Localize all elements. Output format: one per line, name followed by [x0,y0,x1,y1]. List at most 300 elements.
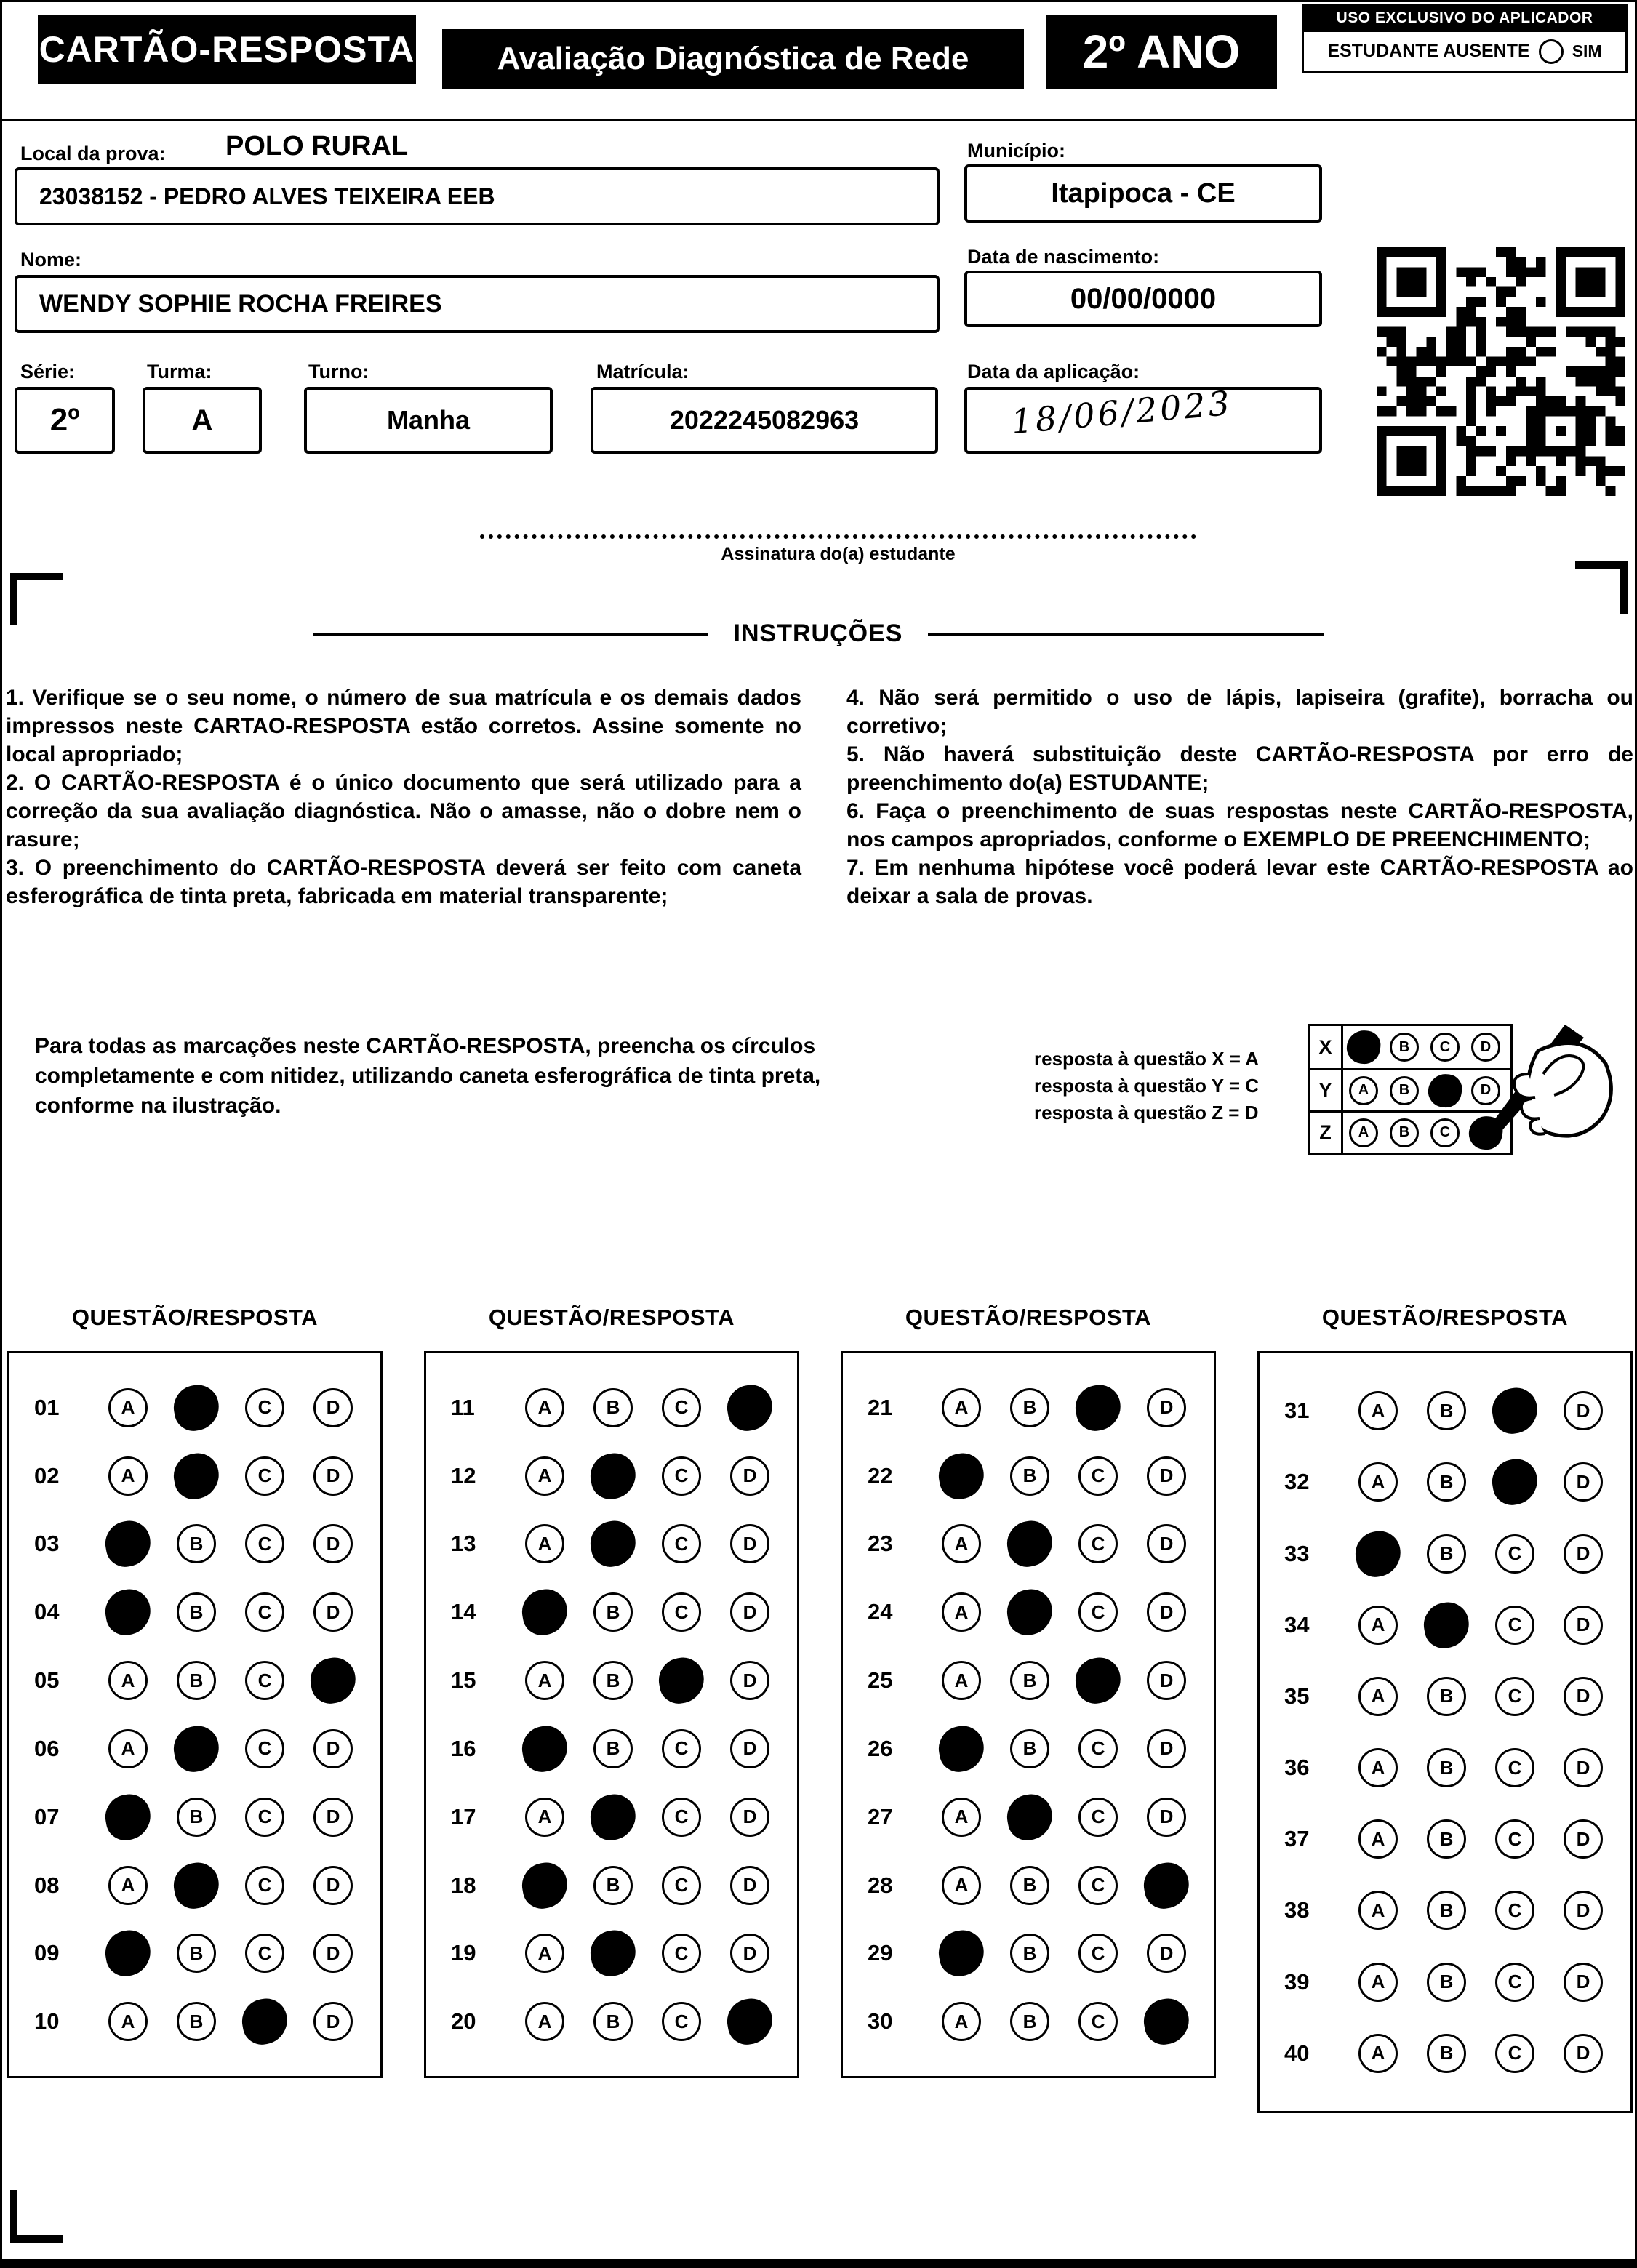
bubble-29-a [935,1927,988,1979]
registration-mark-top-right [1575,561,1628,614]
class-field: A [143,387,262,454]
bubble-15-d: D [730,1661,769,1700]
answer-grid-3 [841,1351,1216,2078]
instructions-left-column [6,684,801,910]
bubble-22-d: D [1147,1456,1186,1496]
bubble-02-d: D [313,1456,353,1496]
bubble-19-a: A [525,1934,564,1973]
bubble-05-d [307,1654,359,1707]
name-field: WENDY SOPHIE ROCHA FREIRES [15,275,940,333]
bubble-22-b: B [1010,1456,1049,1496]
examiner-exclusive-bar: USO EXCLUSIVO DO APLICADOR [1302,4,1628,32]
qr-code [1377,247,1625,496]
bubble-40-b: B [1427,2034,1466,2073]
bubble-30-b: B [1010,2002,1049,2041]
local-value: POLO RURAL [225,131,409,161]
municipality-label: Município: [967,140,1065,161]
bubble-28-a: A [942,1866,981,1905]
question-row-06 [9,1729,380,1768]
instructions-right-column [846,684,1633,910]
bubble-11-d [724,1382,776,1434]
bubble-18-b: B [593,1866,633,1905]
bubble-23-b [1004,1518,1056,1570]
question-number-10: 10 [34,2008,60,2035]
question-row-20 [426,2002,797,2041]
divider-line-right [928,633,1324,636]
bubble-12-a: A [525,1456,564,1496]
question-row-29 [843,1934,1214,1973]
bubble-34-a: A [1358,1606,1398,1645]
bubble-19-d: D [730,1934,769,1973]
bubble-27-b [1004,1791,1056,1843]
bubble-14-a [519,1586,571,1638]
bubble-25-a: A [942,1661,981,1700]
application-date-label: Data da aplicação: [967,361,1140,382]
instruction-item-4: 4. Não será permitido o uso de lápis, lapiseira (grafite), borracha ou corretivo; [846,686,1633,738]
bubble-28-d [1140,1859,1193,1912]
question-number-30: 30 [868,2008,893,2035]
bubble-07-d: D [313,1798,353,1837]
bubble-10-b: B [177,2002,216,2041]
question-row-24 [843,1592,1214,1632]
bubble-36-c: C [1495,1748,1534,1787]
bubble-14-c: C [662,1592,701,1632]
question-number-12: 12 [451,1462,476,1488]
bubble-03-b: B [177,1524,216,1563]
instruction-item-2: 2. O CARTÃO-RESPOSTA é o único documento que será utilizado para a correção da sua avaliação diagnóstica. Não o amasse, não o dobre nem o rasure; [6,771,801,851]
example-bubble-z-c: C [1430,1118,1460,1147]
bubble-37-c: C [1495,1819,1534,1859]
bubble-01-a: A [108,1388,148,1427]
bubble-25-d: D [1147,1661,1186,1700]
question-row-31 [1260,1391,1630,1430]
question-row-14 [426,1592,797,1632]
bubble-24-a: A [942,1592,981,1632]
bubble-05-b: B [177,1661,216,1700]
bubble-03-a [102,1518,154,1570]
bubble-25-c [1072,1654,1124,1707]
bubble-34-b [1420,1599,1473,1651]
question-row-27 [843,1798,1214,1837]
question-row-21 [843,1388,1214,1427]
bubble-33-b: B [1427,1534,1466,1574]
bubble-32-d: D [1564,1462,1603,1502]
bubble-22-a [935,1450,988,1502]
question-number-04: 04 [34,1599,60,1625]
absent-option-label: SIM [1572,41,1602,60]
bubble-11-a: A [525,1388,564,1427]
bubble-03-d: D [313,1524,353,1563]
question-row-12 [426,1456,797,1496]
bubble-27-a: A [942,1798,981,1837]
question-number-01: 01 [34,1394,60,1420]
instructions-header [313,620,1324,648]
assessment-title: Avaliação Diagnóstica de Rede [442,29,1024,89]
answer-column-header-4: QUESTÃO/RESPOSTA [1321,1305,1569,1330]
bubble-33-d: D [1564,1534,1603,1574]
question-row-18 [426,1866,797,1905]
grade-badge: 2º ANO [1046,15,1277,89]
bubble-13-b [587,1518,639,1570]
question-number-38: 38 [1284,1897,1310,1923]
bubble-18-c: C [662,1866,701,1905]
bubble-01-d: D [313,1388,353,1427]
bubble-02-c: C [245,1456,284,1496]
bubble-36-b: B [1427,1748,1466,1787]
bubble-40-c: C [1495,2034,1534,2073]
answer-grid-4 [1257,1351,1633,2113]
bubble-04-d: D [313,1592,353,1632]
question-number-40: 40 [1284,2040,1310,2066]
bubble-15-b: B [593,1661,633,1700]
bubble-07-a [102,1791,154,1843]
question-number-14: 14 [451,1599,476,1625]
answer-column-header-2: QUESTÃO/RESPOSTA [488,1305,735,1330]
example-bubble-z-a: A [1349,1118,1378,1147]
bubble-02-a: A [108,1456,148,1496]
question-row-35 [1260,1677,1630,1716]
question-row-23 [843,1524,1214,1563]
bubble-35-c: C [1495,1677,1534,1716]
bubble-10-a: A [108,2002,148,2041]
bubble-28-c: C [1078,1866,1118,1905]
bubble-12-c: C [662,1456,701,1496]
question-row-10 [9,2002,380,2041]
bubble-24-b [1004,1586,1056,1638]
bubble-33-c: C [1495,1534,1534,1574]
question-row-08 [9,1866,380,1905]
question-number-35: 35 [1284,1683,1310,1709]
bubble-38-b: B [1427,1891,1466,1930]
bubble-29-b: B [1010,1934,1049,1973]
example-bubble-y-d: D [1471,1076,1500,1105]
bubble-04-c: C [245,1592,284,1632]
bubble-39-d: D [1564,1963,1603,2002]
bubble-30-c: C [1078,2002,1118,2041]
question-number-34: 34 [1284,1611,1310,1638]
bubble-06-a: A [108,1729,148,1768]
bubble-31-b: B [1427,1391,1466,1430]
bubble-13-c: C [662,1524,701,1563]
bubble-22-c: C [1078,1456,1118,1496]
bubble-20-a: A [525,2002,564,2041]
question-row-04 [9,1592,380,1632]
question-number-33: 33 [1284,1540,1310,1566]
bubble-14-b: B [593,1592,633,1632]
bubble-35-b: B [1427,1677,1466,1716]
bubble-17-b [587,1791,639,1843]
bubble-24-d: D [1147,1592,1186,1632]
example-row-label: X [1310,1026,1343,1068]
question-number-03: 03 [34,1531,60,1557]
bubble-23-a: A [942,1524,981,1563]
class-label: Turma: [147,361,212,382]
question-row-01 [9,1388,380,1427]
shift-label: Turno: [308,361,369,382]
question-row-25 [843,1661,1214,1700]
bubble-31-d: D [1564,1391,1603,1430]
answer-grid-1 [7,1351,383,2078]
bubble-36-d: D [1564,1748,1603,1787]
answer-section-4 [1257,1306,1633,2113]
bubble-08-c: C [245,1866,284,1905]
question-number-17: 17 [451,1803,476,1830]
bubble-21-d: D [1147,1388,1186,1427]
question-row-16 [426,1729,797,1768]
bubble-10-c [239,1995,291,2048]
bubble-29-c: C [1078,1934,1118,1973]
signature-line [480,534,1196,539]
instruction-item-6: 6. Faça o preenchimento de suas respostas neste CARTÃO-RESPOSTA, nos campos apropriados, conforme o EXEMPLO DE PREENCHIMENTO; [846,799,1633,851]
bubble-20-d [724,1995,776,2048]
bubble-13-d: D [730,1524,769,1563]
instruction-item-1: 1. Verifique se o seu nome, o número de sua matrícula e os demais dados impressos neste CARTAO-RESPOSTA estão corretos. Assine somente no local apropriado; [6,686,801,766]
question-row-19 [426,1934,797,1973]
legend-line-y: resposta à questão Y = C [1034,1075,1260,1097]
bubble-07-c: C [245,1798,284,1837]
header-divider [0,119,1637,121]
answer-column-header-3: QUESTÃO/RESPOSTA [905,1305,1152,1330]
question-row-33 [1260,1534,1630,1574]
question-number-26: 26 [868,1735,893,1761]
question-row-07 [9,1798,380,1837]
question-row-15 [426,1661,797,1700]
bubble-09-a [102,1927,154,1979]
question-row-28 [843,1866,1214,1905]
bubble-37-d: D [1564,1819,1603,1859]
question-row-17 [426,1798,797,1837]
bubble-33-a [1352,1528,1404,1580]
bubble-40-a: A [1358,2034,1398,2073]
question-row-05 [9,1661,380,1700]
bubble-37-b: B [1427,1819,1466,1859]
bubble-16-b: B [593,1729,633,1768]
bubble-04-a [102,1586,154,1638]
question-row-02 [9,1456,380,1496]
bubble-07-b: B [177,1798,216,1837]
application-date-handwritten: 18/06/2023 [1009,382,1234,442]
bubble-18-d: D [730,1866,769,1905]
bubble-26-a [935,1723,988,1775]
bubble-38-a: A [1358,1891,1398,1930]
bubble-26-c: C [1078,1729,1118,1768]
question-row-26 [843,1729,1214,1768]
bubble-25-b: B [1010,1661,1049,1700]
question-row-36 [1260,1748,1630,1787]
local-label: Local da prova: [20,143,166,164]
question-row-38 [1260,1891,1630,1930]
bubble-09-b: B [177,1934,216,1973]
bubble-40-d: D [1564,2034,1603,2073]
question-number-37: 37 [1284,1826,1310,1852]
registration-mark-top-left [10,573,63,625]
question-number-15: 15 [451,1667,476,1694]
bubble-03-c: C [245,1524,284,1563]
legend-line-z: resposta à questão Z = D [1034,1102,1259,1123]
bubble-14-d: D [730,1592,769,1632]
example-bubble-x-b: B [1390,1033,1419,1062]
bubble-09-c: C [245,1934,284,1973]
question-number-28: 28 [868,1872,893,1898]
bubble-39-c: C [1495,1963,1534,2002]
bubble-32-c [1489,1456,1541,1508]
question-number-21: 21 [868,1394,893,1420]
bubble-26-b: B [1010,1729,1049,1768]
question-number-11: 11 [451,1394,475,1420]
bubble-18-a [519,1859,571,1912]
bubble-27-c: C [1078,1798,1118,1837]
question-row-30 [843,2002,1214,2041]
bubble-16-a [519,1723,571,1775]
bubble-12-b [587,1450,639,1502]
question-row-34 [1260,1606,1630,1645]
birthdate-label: Data de nascimento: [967,246,1160,268]
question-number-32: 32 [1284,1469,1310,1495]
question-row-03 [9,1524,380,1563]
question-number-05: 05 [34,1667,60,1694]
question-number-27: 27 [868,1803,893,1830]
bubble-17-c: C [662,1798,701,1837]
bubble-01-c: C [245,1388,284,1427]
bubble-12-d: D [730,1456,769,1496]
bubble-28-b: B [1010,1866,1049,1905]
bubble-17-a: A [525,1798,564,1837]
instructions-title: INSTRUÇÕES [733,620,903,647]
bubble-09-d: D [313,1934,353,1973]
hand-with-pen-illustration [1462,1007,1629,1156]
bubble-13-a: A [525,1524,564,1563]
question-number-09: 09 [34,1940,60,1966]
bubble-34-c: C [1495,1606,1534,1645]
bubble-19-b [587,1927,639,1979]
bubble-06-d: D [313,1729,353,1768]
example-bubble-z-b: B [1390,1118,1419,1147]
bubble-02-b [170,1450,223,1502]
bubble-10-d: D [313,2002,353,2041]
example-row-label: Z [1310,1113,1343,1153]
bubble-20-b: B [593,2002,633,2041]
bubble-08-a: A [108,1866,148,1905]
birthdate-field: 00/00/0000 [964,271,1322,327]
bubble-04-b: B [177,1592,216,1632]
signature-label: Assinatura do(a) estudante [721,544,956,564]
bubble-24-c: C [1078,1592,1118,1632]
bubble-23-c: C [1078,1524,1118,1563]
bubble-38-d: D [1564,1891,1603,1930]
question-row-40 [1260,2034,1630,2073]
bubble-32-b: B [1427,1462,1466,1502]
municipality-field: Itapipoca - CE [964,164,1322,223]
bubble-35-d: D [1564,1677,1603,1716]
legend-line-x: resposta à questão X = A [1034,1048,1259,1070]
name-label: Nome: [20,249,82,271]
question-row-32 [1260,1462,1630,1502]
question-row-37 [1260,1819,1630,1859]
bubble-38-c: C [1495,1891,1534,1930]
bubble-32-a: A [1358,1462,1398,1502]
bubble-30-a: A [942,2002,981,2041]
question-number-39: 39 [1284,1968,1310,1995]
example-legend [1034,1046,1259,1126]
bubble-21-b: B [1010,1388,1049,1427]
example-bubble-x-a [1345,1028,1382,1066]
bubble-11-b: B [593,1388,633,1427]
enrollment-label: Matrícula: [596,361,689,382]
bubble-39-b: B [1427,1963,1466,2002]
example-bubble-y-a: A [1349,1076,1378,1105]
question-row-11 [426,1388,797,1427]
enrollment-field: 2022245082963 [591,387,938,454]
instruction-item-3: 3. O preenchimento do CARTÃO-RESPOSTA deverá ser feito com caneta esferográfica de tinta preta, fabricada em material transparente; [6,856,801,908]
absent-bubble [1539,39,1564,64]
bubble-39-a: A [1358,1963,1398,2002]
question-number-24: 24 [868,1599,893,1625]
school-field: 23038152 - PEDRO ALVES TEIXEIRA EEB [15,167,940,225]
question-number-19: 19 [451,1940,476,1966]
divider-line-left [313,633,708,636]
question-number-07: 07 [34,1803,60,1830]
question-number-06: 06 [34,1735,60,1761]
example-bubble-y-c [1426,1072,1464,1110]
answer-column-header-1: QUESTÃO/RESPOSTA [71,1305,319,1330]
question-row-13 [426,1524,797,1563]
bubble-06-c: C [245,1729,284,1768]
question-number-36: 36 [1284,1755,1310,1781]
bubble-16-d: D [730,1729,769,1768]
bubble-08-b [170,1859,223,1912]
grade-label: Série: [20,361,76,382]
bubble-21-c [1072,1382,1124,1434]
question-row-09 [9,1934,380,1973]
question-number-22: 22 [868,1462,893,1488]
instruction-item-7: 7. Em nenhuma hipótese você poderá levar este CARTÃO-RESPOSTA ao deixar a sala de provas. [846,856,1633,908]
shift-field: Manha [304,387,553,454]
example-bubble-x-d: D [1471,1033,1500,1062]
bubble-05-c: C [245,1661,284,1700]
question-number-20: 20 [451,2008,476,2035]
bubble-31-a: A [1358,1391,1398,1430]
bubble-05-a: A [108,1661,148,1700]
bubble-19-c: C [662,1934,701,1973]
bubble-31-c [1489,1385,1541,1437]
question-number-02: 02 [34,1462,60,1488]
bubble-29-d: D [1147,1934,1186,1973]
question-number-16: 16 [451,1735,476,1761]
example-bubble-x-c: C [1430,1033,1460,1062]
example-bubble-y-b: B [1390,1076,1419,1105]
bubble-16-c: C [662,1729,701,1768]
bubble-17-d: D [730,1798,769,1837]
question-number-18: 18 [451,1872,476,1898]
bubble-37-a: A [1358,1819,1398,1859]
absent-label: ESTUDANTE AUSENTE [1327,41,1530,61]
bubble-01-b [170,1382,223,1434]
bubble-26-d: D [1147,1729,1186,1768]
bubble-11-c: C [662,1388,701,1427]
bubble-35-a: A [1358,1677,1398,1716]
bubble-34-d: D [1564,1606,1603,1645]
bubble-15-a: A [525,1661,564,1700]
question-number-25: 25 [868,1667,893,1694]
student-absent-row [1302,32,1628,73]
answer-section-1 [7,1306,383,2078]
bubble-36-a: A [1358,1748,1398,1787]
sheet-title: CARTÃO-RESPOSTA [38,15,416,84]
question-number-13: 13 [451,1531,476,1557]
question-number-31: 31 [1284,1398,1310,1424]
bubble-08-d: D [313,1866,353,1905]
bubble-20-c: C [662,2002,701,2041]
